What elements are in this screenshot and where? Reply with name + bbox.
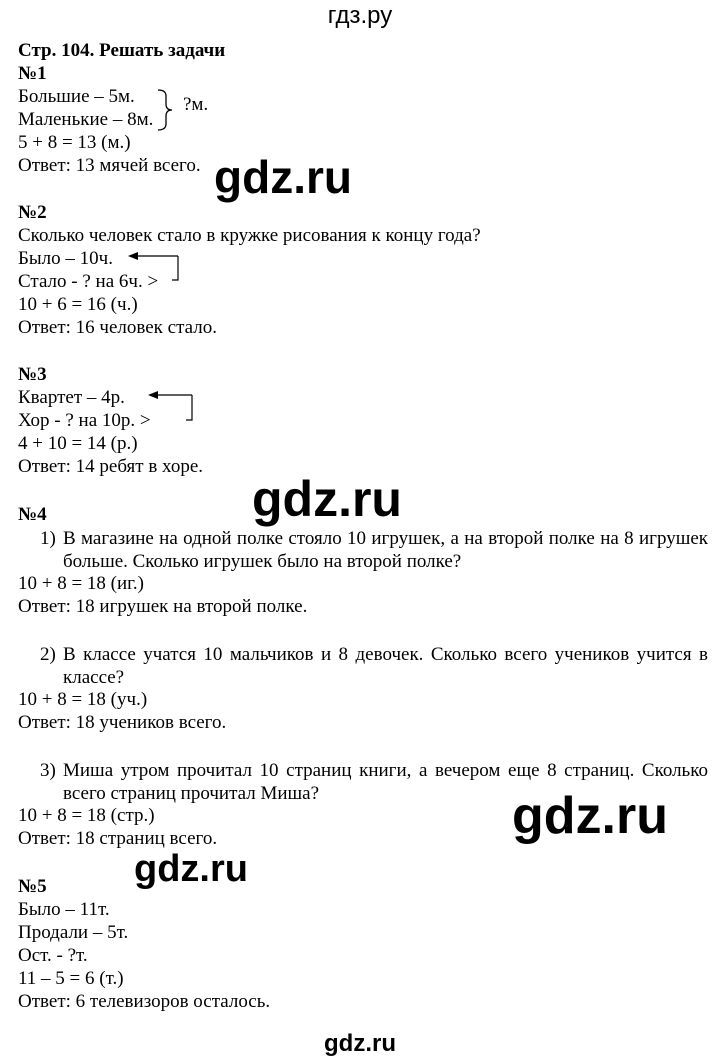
task-5-answer: Ответ: 6 телевизоров осталось.: [18, 991, 271, 1012]
problem-3-text: Миша утром прочитал 10 страниц книги, а вечером еще 8 страниц. Сколько всего страниц прочитал Миша?: [63, 760, 708, 804]
watermark: gdz.ru: [252, 471, 402, 527]
task-4-problem-2-equation: 10 + 8 = 18 (уч.): [18, 689, 148, 710]
watermark: gdz.ru: [512, 787, 668, 845]
task-3-line-2: Хор - ? на 10р. >: [18, 410, 151, 431]
task-3-line-1: Квартет – 4р.: [18, 387, 125, 408]
task-4-problem-2-answer: Ответ: 18 учеников всего.: [18, 712, 227, 733]
task-2-question: Сколько человек стало в кружке рисования к концу года?: [18, 225, 481, 246]
task-4-problem-1-answer: Ответ: 18 игрушек на второй полке.: [18, 596, 308, 617]
task-5-line-2: Продали – 5т.: [18, 922, 129, 943]
watermark: gdz.ru: [214, 151, 352, 203]
task-5-equation: 11 – 5 = 6 (т.): [18, 968, 124, 989]
task-1-number: №1: [18, 63, 47, 84]
task-1-equation: 5 + 8 = 13 (м.): [18, 132, 131, 153]
task-4-number: №4: [18, 504, 47, 525]
task-2-number: №2: [18, 202, 47, 223]
watermark: gdz.ru: [134, 848, 248, 890]
problem-2-number: 2): [40, 644, 56, 665]
task-5-line-1: Было – 11т.: [18, 899, 110, 920]
task-4-problem-3-answer: Ответ: 18 страниц всего.: [18, 828, 218, 849]
site-footer: gdz.ru: [324, 1030, 396, 1057]
arrowhead-icon: [148, 391, 158, 399]
task-1-line-2: Маленькие – 8м.: [18, 109, 154, 130]
task-1-line-1: Большие – 5м.: [18, 86, 135, 107]
task-5-number: №5: [18, 876, 47, 897]
task-1-brace-label: ?м.: [183, 94, 209, 115]
task-3-answer: Ответ: 14 ребят в хоре.: [18, 456, 203, 477]
task-3-number: №3: [18, 364, 47, 385]
arrowhead-icon: [128, 252, 138, 260]
task-1-answer: Ответ: 13 мячей всего.: [18, 155, 201, 176]
site-header: гдз.ру: [327, 2, 393, 29]
problem-1-number: 1): [40, 528, 56, 549]
task-5-line-3: Ост. - ?т.: [18, 945, 88, 966]
arrow-icon: [132, 256, 178, 280]
problem-3-number: 3): [40, 760, 56, 781]
task-2-line-1: Было – 10ч.: [18, 248, 113, 269]
task-4-problem-3-equation: 10 + 8 = 18 (стр.): [18, 805, 155, 826]
task-4-problem-1-equation: 10 + 8 = 18 (иг.): [18, 573, 144, 594]
page-title: Стр. 104. Решать задачи: [18, 40, 226, 61]
problem-1-text: В магазине на одной полке стояло 10 игрушек, а на второй полке на 8 игрушек больше. Сколько игрушек было на второй полке?: [63, 528, 708, 572]
task-3-equation: 4 + 10 = 14 (р.): [18, 433, 138, 454]
brace-icon: [158, 90, 172, 130]
task-2-line-2: Стало - ? на 6ч. >: [18, 271, 159, 292]
problem-2-text: В классе учатся 10 мальчиков и 8 девочек. Сколько всего учеников учится в классе?: [63, 644, 708, 688]
task-2-equation: 10 + 6 = 16 (ч.): [18, 294, 138, 315]
task-2-answer: Ответ: 16 человек стало.: [18, 317, 217, 338]
